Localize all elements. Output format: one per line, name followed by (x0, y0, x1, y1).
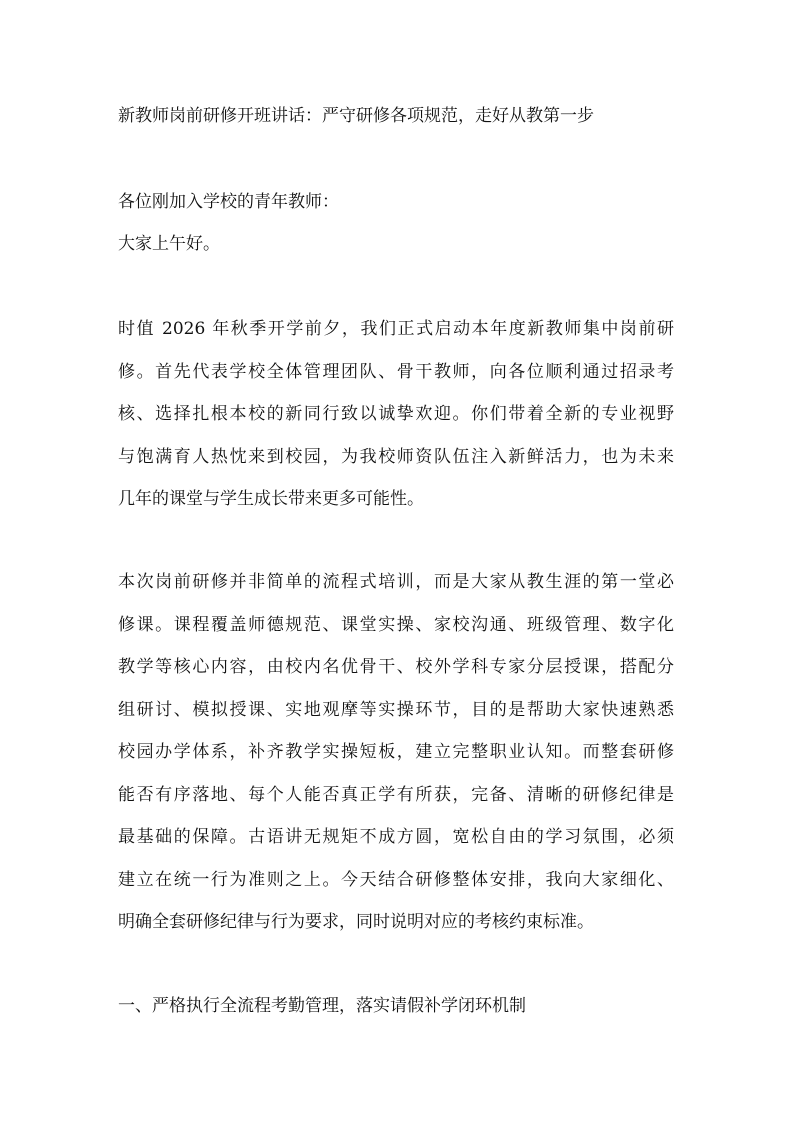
paragraph-line: 校园办学体系，补齐教学实操短板，建立完整职业认知。而整套研修 (118, 742, 674, 762)
paragraph-line: 能否有序落地、每个人能否真正学有所获，完备、清晰的研修纪律是 (118, 785, 674, 805)
paragraph-line: 修。首先代表学校全体管理团队、骨干教师，向各位顺利通过招录考 (118, 362, 674, 382)
paragraph-line: 时值 2026 年秋季开学前夕，我们正式启动本年度新教师集中岗前研 (118, 319, 674, 339)
section-heading: 一、严格执行全流程考勤管理，落实请假补学闭环机制 (118, 996, 526, 1016)
salutation: 各位刚加入学校的青年教师： (118, 192, 339, 212)
paragraph-line: 建立在统一行为准则之上。今天结合研修整体安排，我向大家细化、 (118, 870, 674, 890)
paragraph-line: 明确全套研修纪律与行为要求，同时说明对应的考核约束标准。 (118, 912, 594, 932)
paragraph-line: 组研讨、模拟授课、实地观摩等实操环节，目的是帮助大家快速熟悉 (118, 700, 674, 720)
paragraph-line: 教学等核心内容，由校内名优骨干、校外学科专家分层授课，搭配分 (118, 657, 674, 677)
paragraph-line: 与饱满育人热忱来到校园，为我校师资队伍注入新鲜活力，也为未来 (118, 447, 674, 467)
document-title: 新教师岗前研修开班讲话：严守研修各项规范，走好从教第一步 (118, 106, 594, 126)
paragraph-line: 核、选择扎根本校的新同行致以诚挚欢迎。你们带着全新的专业视野 (118, 404, 674, 424)
paragraph-line: 最基础的保障。古语讲无规矩不成方圆，宽松自由的学习氛围，必须 (118, 827, 674, 847)
paragraph-line: 几年的课堂与学生成长带来更多可能性。 (118, 489, 424, 509)
paragraph-line: 修课。课程覆盖师德规范、课堂实操、家校沟通、班级管理、数字化 (118, 615, 674, 635)
paragraph-line: 本次岗前研修并非简单的流程式培训，而是大家从教生涯的第一堂必 (118, 572, 674, 592)
greeting: 大家上午好。 (118, 234, 220, 254)
